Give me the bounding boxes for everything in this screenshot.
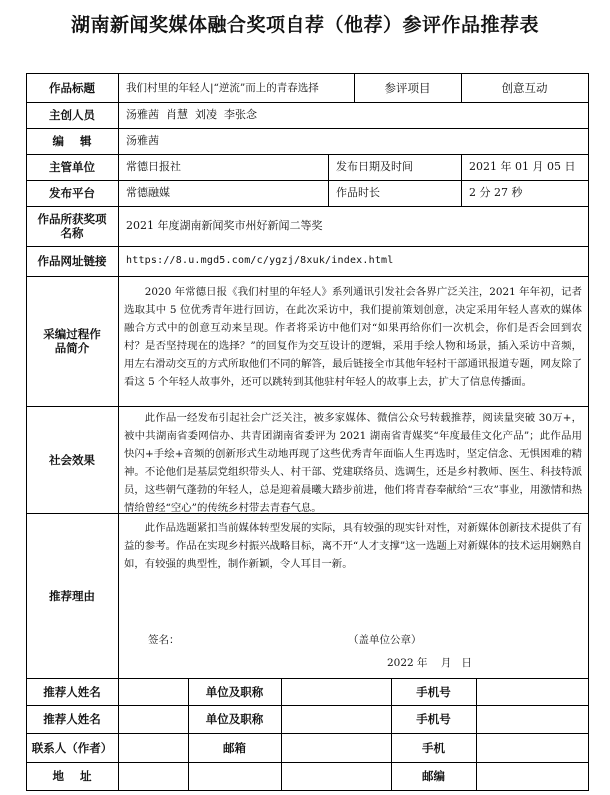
category-label: 参评项目 [384,80,431,95]
contact-name-label: 联系人（作者） [31,740,113,755]
contact-phone-label: 手机 [422,740,445,755]
process-label: 采编过程作品简介 [43,327,101,355]
publish-date-label: 发布日期及时间 [336,160,413,173]
url-label: 作品网址链接 [37,254,107,268]
recommendation-form [26,73,589,791]
publish-date-value: 2021 年 01 月 05 日 [469,160,576,173]
category-value: 创意互动 [501,80,548,95]
work-title-label: 作品标题 [49,80,95,95]
supervisor-label: 主管单位 [49,160,95,174]
address-label: 地 址 [52,769,92,783]
recommend-text: 此作品选题紧扣当前媒体转型发展的实际，具有较强的现实针对性，对新媒体创新技术提供了有益的参考。作品在实现乡村振兴战略目标，离不开“人才支撑”这一选题上对新媒体的技术运用娴熟自如，有较强的典型性，制作新颖，令人耳目一新。 [124,522,582,570]
url-value[interactable]: https://8.u.mgd5.com/c/ygzj/8xuk/index.html [126,255,394,266]
contact-email-label: 邮箱 [223,740,246,755]
platform-value: 常德融媒 [126,186,170,199]
table-rule [118,678,119,791]
signature-date: 2022 年 月 日 [387,657,472,669]
recommender2-unit-label: 单位及职称 [205,712,264,726]
supervisor-value: 常德日报社 [126,160,181,173]
editor-label: 编 辑 [52,134,92,148]
creators-value: 汤雅茜 肖慧 刘凌 李张念 [126,108,257,121]
recommender1-name-label: 推荐人姓名 [43,684,101,699]
effect-text: 此作品一经发布引起社会广泛关注，被多家媒体、微信公众号转载推荐，阅读量突破 30万+，被中共湖南省委网信办、共青团湖南省委评为 2021 湖南省青媒奖“年度最佳文化产品”；此作品用快闪+手绘+音频的创新形式生动地再现了这些优秀青年面临人生再选时，坚定信念、无惧困难的精神。不论他们是基层党组织带头人、村干部、党建联络员、选调生，还是乡村教师、医生、科技特派员，这些朝气蓬勃的年轻人，总是迎着晨曦大踏步前进，他们将青春奉献给“三农”事业，用激情和热情给曾经“空心”的传统乡村带去青春气息。 [124,412,582,514]
recommender2-phone-label: 手机号 [416,712,451,726]
award-label: 作品所获奖项名称 [37,212,107,240]
recommender1-phone-label: 手机号 [416,684,451,699]
creators-label: 主创人员 [49,108,95,122]
duration-value: 2 分 27 秒 [469,186,523,199]
document-title: 湖南新闻奖媒体融合奖项自荐（他荐）参评作品推荐表 [70,14,539,36]
work-title-value: 我们村里的年轻人|“逆流”而上的青春选择 [126,81,319,94]
table-rule [118,73,119,678]
table-rule [26,276,589,277]
recommend-label: 推荐理由 [49,588,95,603]
editor-value: 汤雅茜 [126,134,159,147]
table-rule [281,678,282,791]
seal-label: （盖单位公章） [348,634,422,646]
postcode-label: 邮编 [422,769,445,783]
recommender1-unit-label: 单位及职称 [205,684,264,699]
process-text: 2020 年常德日报《我们村里的年轻人》系列通讯引发社会各界广泛关注，2021 年年初，记者选取其中 5 位优秀青年进行回访，在此次采访中，我们提前策划创意，决定采用年轻人喜欢的媒体融合方式中的创意互动来呈现。作者将采访中他们对“如果再给你们一次机会，你们是否会回到农村？是否坚持现在的选择？”的回复作为交互设计的逻辑，采用手绘人物和场景，插入采访中音频，用左右滑动交互的方式所取他们不同的解答，最后链接全市其他年轻村干部通讯报道专题，网友除了看这 5 个年轻人故事外，还可以跳转到其他驻村年轻人的故事上去，扩大了信息传播面。 [124,286,582,388]
award-value: 2021 年度湖南新闻奖市州好新闻二等奖 [126,219,323,232]
table-rule [328,154,329,206]
table-rule [588,73,589,791]
effect-label: 社会效果 [49,452,95,467]
table-rule [461,154,462,206]
duration-label: 作品时长 [336,186,380,199]
signature-label: 签名： [148,634,180,646]
platform-label: 发布平台 [49,186,95,200]
table-rule [26,790,589,791]
table-rule [476,678,477,791]
recommender2-name-label: 推荐人姓名 [43,712,101,726]
